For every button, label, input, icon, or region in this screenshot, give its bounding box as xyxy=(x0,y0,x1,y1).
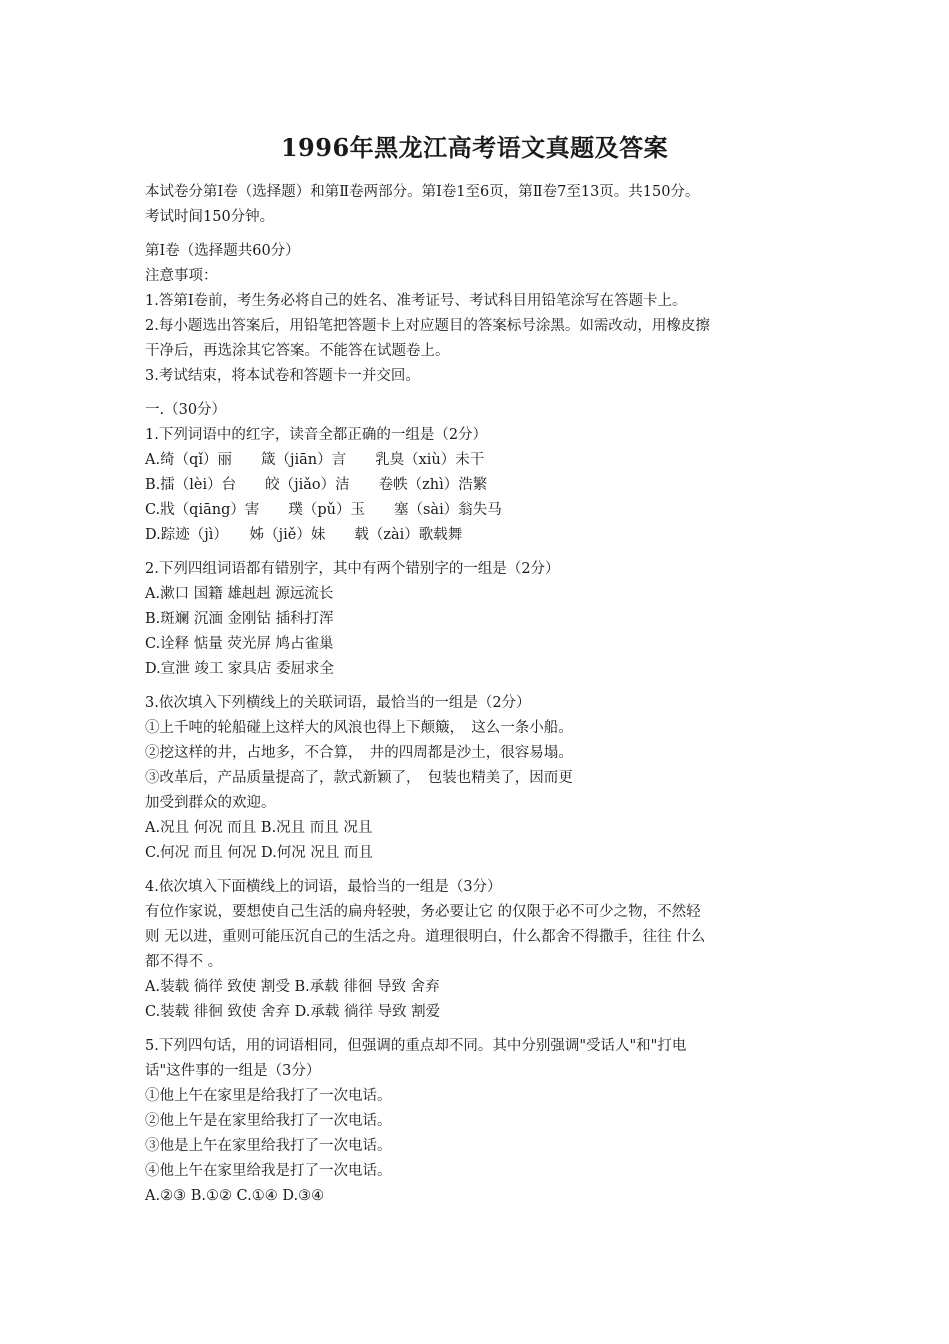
question-5-option: A.②③ B.①② C.①④ D.③④ xyxy=(145,1188,325,1204)
part1-heading: 第Ⅰ卷（选择题共60分） xyxy=(145,243,300,259)
question-5-sentence: ①他上午在家里是给我打了一次电话。 xyxy=(145,1088,392,1104)
question-5-stem: 话"这件事的一组是（3分） xyxy=(145,1063,321,1079)
note-item: 1.答第Ⅰ卷前，考生务必将自己的姓名、准考证号、考试科目用铅笔涂写在答题卡上。 xyxy=(145,293,687,309)
question-1-stem: 1.下列词语中的红字，读音全都正确的一组是（2分） xyxy=(145,427,488,443)
question-1-option: B.擂（lèi）台 皎（jiǎo）洁 卷帙（zhì）浩繁 xyxy=(145,477,488,493)
note-item: 干净后，再选涂其它答案。不能答在试题卷上。 xyxy=(145,343,450,359)
question-3-sentence: ③改革后，产品质量提高了，款式新颖了， 包装也精美了，因而更 xyxy=(145,770,573,786)
question-3-stem: 3.依次填入下列横线上的关联词语，最恰当的一组是（2分） xyxy=(145,695,531,711)
question-4-passage: 有位作家说，要想使自己生活的扁舟轻驶，务必要让它 的仅限于必不可少之物，不然轻 xyxy=(145,904,701,920)
intro-line: 本试卷分第Ⅰ卷（选择题）和第Ⅱ卷两部分。第Ⅰ卷1至6页，第Ⅱ卷7至13页。共150分。 xyxy=(145,184,700,200)
question-5-sentence: ④他上午在家里给我是打了一次电话。 xyxy=(145,1163,392,1179)
section-heading: 一.（30分） xyxy=(145,402,227,418)
question-2-option: D.宣泄 竣工 家具店 委屈求全 xyxy=(145,661,335,677)
question-4-option: C.装载 徘徊 致使 舍弃 D.承载 徜徉 导致 割爱 xyxy=(145,1004,441,1020)
question-5-sentence: ③他是上午在家里给我打了一次电话。 xyxy=(145,1138,392,1154)
intro-line: 考试时间150分钟。 xyxy=(145,209,275,225)
question-5-sentence: ②他上午是在家里给我打了一次电话。 xyxy=(145,1113,392,1129)
question-2-option: B.斑斓 沉湎 金刚钻 插科打浑 xyxy=(145,611,334,627)
question-4-passage: 都不得不 。 xyxy=(145,954,223,970)
notes-heading: 注意事项： xyxy=(145,268,218,284)
question-3-sentence: ①上千吨的轮船碰上这样大的风浪也得上下颠簸， 这么一条小船。 xyxy=(145,720,573,736)
question-3-option: A.况且 何况 而且 B.况且 而且 况且 xyxy=(145,820,373,836)
question-4-stem: 4.依次填入下面横线上的词语，最恰当的一组是（3分） xyxy=(145,879,502,895)
question-1-option: C.戕（qiāng）害 璞（pǔ）玉 塞（sài）翁失马 xyxy=(145,502,502,518)
question-4-passage: 则 无以进，重则可能压沉自己的生活之舟。道理很明白，什么都舍不得撒手，往往 什么 xyxy=(145,929,706,945)
question-1-option: A.绮（qǐ）丽 箴（jiān）言 乳臭（xiù）未干 xyxy=(145,452,485,468)
question-3-option: C.何况 而且 何况 D.何况 况且 而且 xyxy=(145,845,373,861)
question-1-option: D.踪迹（jì） 姊（jiě）妹 载（zài）歌载舞 xyxy=(145,527,463,543)
question-3-sentence: ②挖这样的井，占地多，不合算， 井的四周都是沙土，很容易塌。 xyxy=(145,745,573,761)
note-item: 2.每小题选出答案后，用铅笔把答题卡上对应题目的答案标号涂黑。如需改动，用橡皮擦 xyxy=(145,318,710,334)
question-3-sentence: 加受到群众的欢迎。 xyxy=(145,795,276,811)
page-title: 1996年黑龙江高考语文真题及答案 xyxy=(280,133,669,162)
question-4-option: A.装载 徜徉 致使 割受 B.承载 徘徊 导致 舍弃 xyxy=(145,979,440,995)
document-body xyxy=(145,180,825,1209)
note-item: 3.考试结束，将本试卷和答题卡一并交回。 xyxy=(145,368,420,384)
question-2-stem: 2.下列四组词语都有错别字，其中有两个错别字的一组是（2分） xyxy=(145,561,560,577)
question-5-stem: 5.下列四句话，用的词语相同，但强调的重点却不同。其中分别强调"受话人"和"打电 xyxy=(145,1038,687,1054)
question-2-option: C.诠释 惦量 荧光屏 鸠占雀巢 xyxy=(145,636,334,652)
question-2-option: A.漱口 国籍 雄赳赳 源远流长 xyxy=(145,586,334,602)
